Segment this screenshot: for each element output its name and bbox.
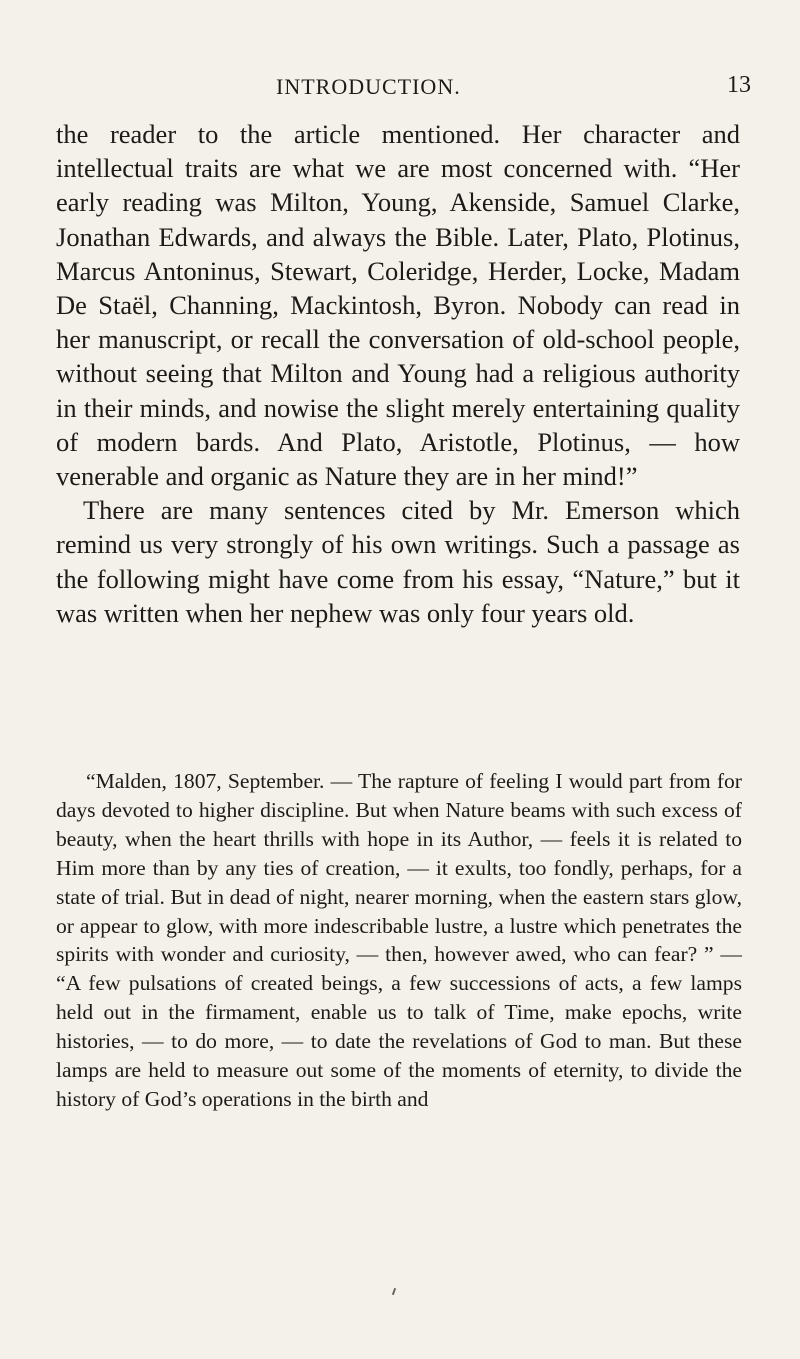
paragraph: the reader to the article mentioned. Her character and intellectual traits are what we are most concerned with. “Her early reading was Milton, Young, Akenside, Samuel Clarke, Jonathan Edwards, and always the Bible. Later, Plato, Plotinus, Marcus Antoninus, Stewart, Coleridge, Herder, Locke, Madam De Staël, Channing, Mackintosh, Byron. Nobody can read in her manuscript, or recall the conversation of old-school people, without seeing that Milton and Young had a religious authority in their minds, and nowise the slight merely entertaining quality of modern bards. And Plato, Aristotle, Plotinus, — how venerable and organic as Nature they are in her mind!” bbox=[56, 119, 740, 492]
page-number: 13 bbox=[727, 72, 751, 98]
quotation-paragraph: “Malden, 1807, September. — The rapture of feeling I would part from for days devoted to higher discipline. But when Nature beams with such excess of beauty, when the heart thrills with hope in its Author, — feels it is related to Him more than by any ties of creation, — it exults, too fondly, perhaps, for a state of trial. But in dead of night, nearer morning, when the eastern stars glow, or appear to glow, with more indescribable lustre, a lustre which penetrates the spirits with wonder and curiosity, — then, however awed, who can fear? ” — “A few pulsations of created beings, a few successions of acts, a few lamps held out in the firmament, enable us to talk of Time, make epochs, write histories, — to do more, — to date the revelations of God to man. But these lamps are held to measure out some of the moments of eternity, to divide the history of God’s operations in the birth and bbox=[56, 769, 742, 1111]
paragraph: There are many sentences cited by Mr. Emerson which remind us very strongly of his own writings. Such a passage as the following might have come from his essay, “Nature,” but it was written when her nephew was only four years old. bbox=[56, 495, 740, 628]
running-head: INTRODUCTION. bbox=[276, 74, 461, 99]
block-quotation bbox=[56, 767, 742, 1114]
main-text bbox=[56, 117, 740, 630]
stray-mark bbox=[392, 1288, 396, 1295]
